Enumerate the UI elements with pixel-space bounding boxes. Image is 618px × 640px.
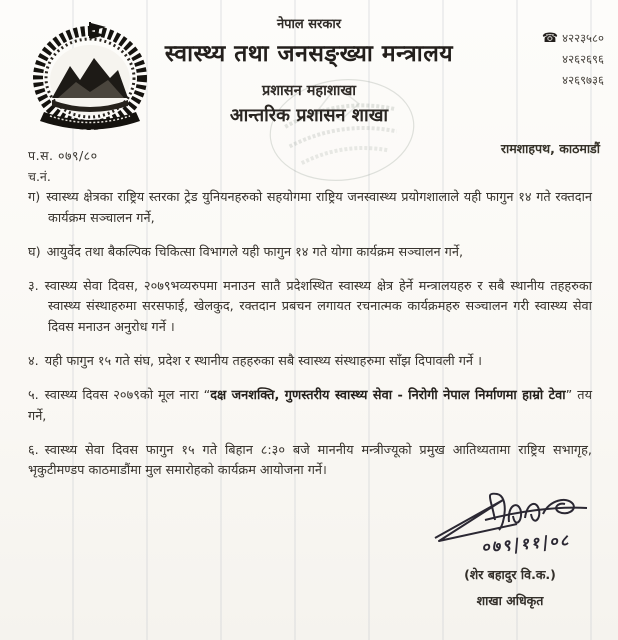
letter-item-ga: [28, 188, 592, 230]
handwritten-date: ०७९|११|०८: [481, 530, 573, 557]
signatory-name: (शेर बहादुर वि.क.): [464, 567, 556, 582]
item-marker: ३.: [28, 278, 39, 294]
item-text: स्वास्थ्य सेवा दिवस फागुन १५ गते बिहान ८:३० बजे माननीय मन्त्रीज्यूको प्रमुख आतिथ्यतामा राष्ट्रिय सभागृह, भृकुटीमण्डप काठमाडौंमा मुल समारोहको कार्यक्रम आयोजना गर्ने।: [28, 442, 592, 479]
item-marker: ५.: [28, 387, 39, 403]
phone-line-2: [542, 49, 604, 70]
telephone-icon: ☎: [541, 31, 559, 46]
item-text-prefix: स्वास्थ्य दिवस २०७९को मूल नारा “: [44, 387, 211, 403]
item-marker: घ): [28, 244, 41, 260]
item-text: स्वास्थ्य क्षेत्रका राष्ट्रिय स्तरका ट्रेड युनियनहरुको सहयोगमा राष्ट्रिय जनस्वास्थ्य प्रयोगशालाले यही फागुन १४ गते रक्तदान कार्यक्रम सञ्चालन गर्ने,: [46, 190, 592, 226]
item-text-suffix: ” तय गर्ने,: [28, 387, 593, 424]
phone-number: ४२६२६९६: [562, 52, 604, 66]
health-day-slogan: दक्ष जनशक्ति, गुणस्तरीय स्वास्थ्य सेवा - निरोगी नेपाल निर्माणमा हाम्रो टेवा: [210, 387, 566, 403]
letter-body: [28, 188, 592, 495]
phone-line-1: [542, 28, 604, 49]
signature-block: [415, 486, 605, 609]
letter-item-4: [28, 352, 592, 373]
dispatch-number: च.नं.: [28, 169, 51, 184]
letter-item-3: [28, 277, 592, 340]
item-marker: ग): [28, 190, 41, 205]
signatory-title: शाखा अधिकृत: [476, 593, 544, 608]
section-name: आन्तरिक प्रशासन शाखा: [229, 105, 389, 126]
phone-number-block: [542, 28, 604, 91]
letter-item-gha: [28, 243, 592, 264]
letter-item-6: [28, 441, 592, 483]
item-text: यही फागुन १५ गते संघ, प्रदेश र स्थानीय तहहरुका सबै स्वास्थ्य संस्थाहरुमा साँझ दिपावली गर्ने ।: [44, 354, 482, 370]
phone-number: ४२२३५८०: [562, 31, 604, 45]
item-marker: ४.: [28, 354, 39, 370]
office-address: रामशाहपथ, काठमाडौं: [500, 141, 600, 156]
government-name: नेपाल सरकार: [276, 17, 342, 32]
item-marker: ६.: [28, 442, 39, 458]
ministry-name: स्वास्थ्य तथा जनसङ्ख्या मन्त्रालय: [164, 41, 454, 67]
phone-number: ४२६९७३६: [562, 73, 604, 87]
division-name: प्रशासन महाशाखा: [261, 83, 357, 99]
letter-item-5: [28, 386, 592, 428]
reference-number: प.स. ०७९/८०: [28, 148, 98, 163]
item-text: आयुर्वेद तथा बैकल्पिक चिकित्सा विभागले यही फागुन १४ गते योगा कार्यक्रम सञ्चालन गर्ने,: [46, 244, 464, 260]
phone-line-3: [542, 70, 604, 91]
item-text: स्वास्थ्य सेवा दिवस, २०७९भव्यरुपमा मनाउन सातै प्रदेशस्थित स्वास्थ्य क्षेत्र हेर्ने मन्त्रालयहरु र सबै स्थानीय तहहरुका स्वास्थ्य संस्थाहरुमा सरसफाई, खेलकुद, रक्तदान प्रबचन लगायत रचनात्मक कार्यक्रमहरु सञ्चालन गरी स्वास्थ्य सेवा दिवस मनाउन अनुरोध गर्ने ।: [44, 278, 592, 336]
